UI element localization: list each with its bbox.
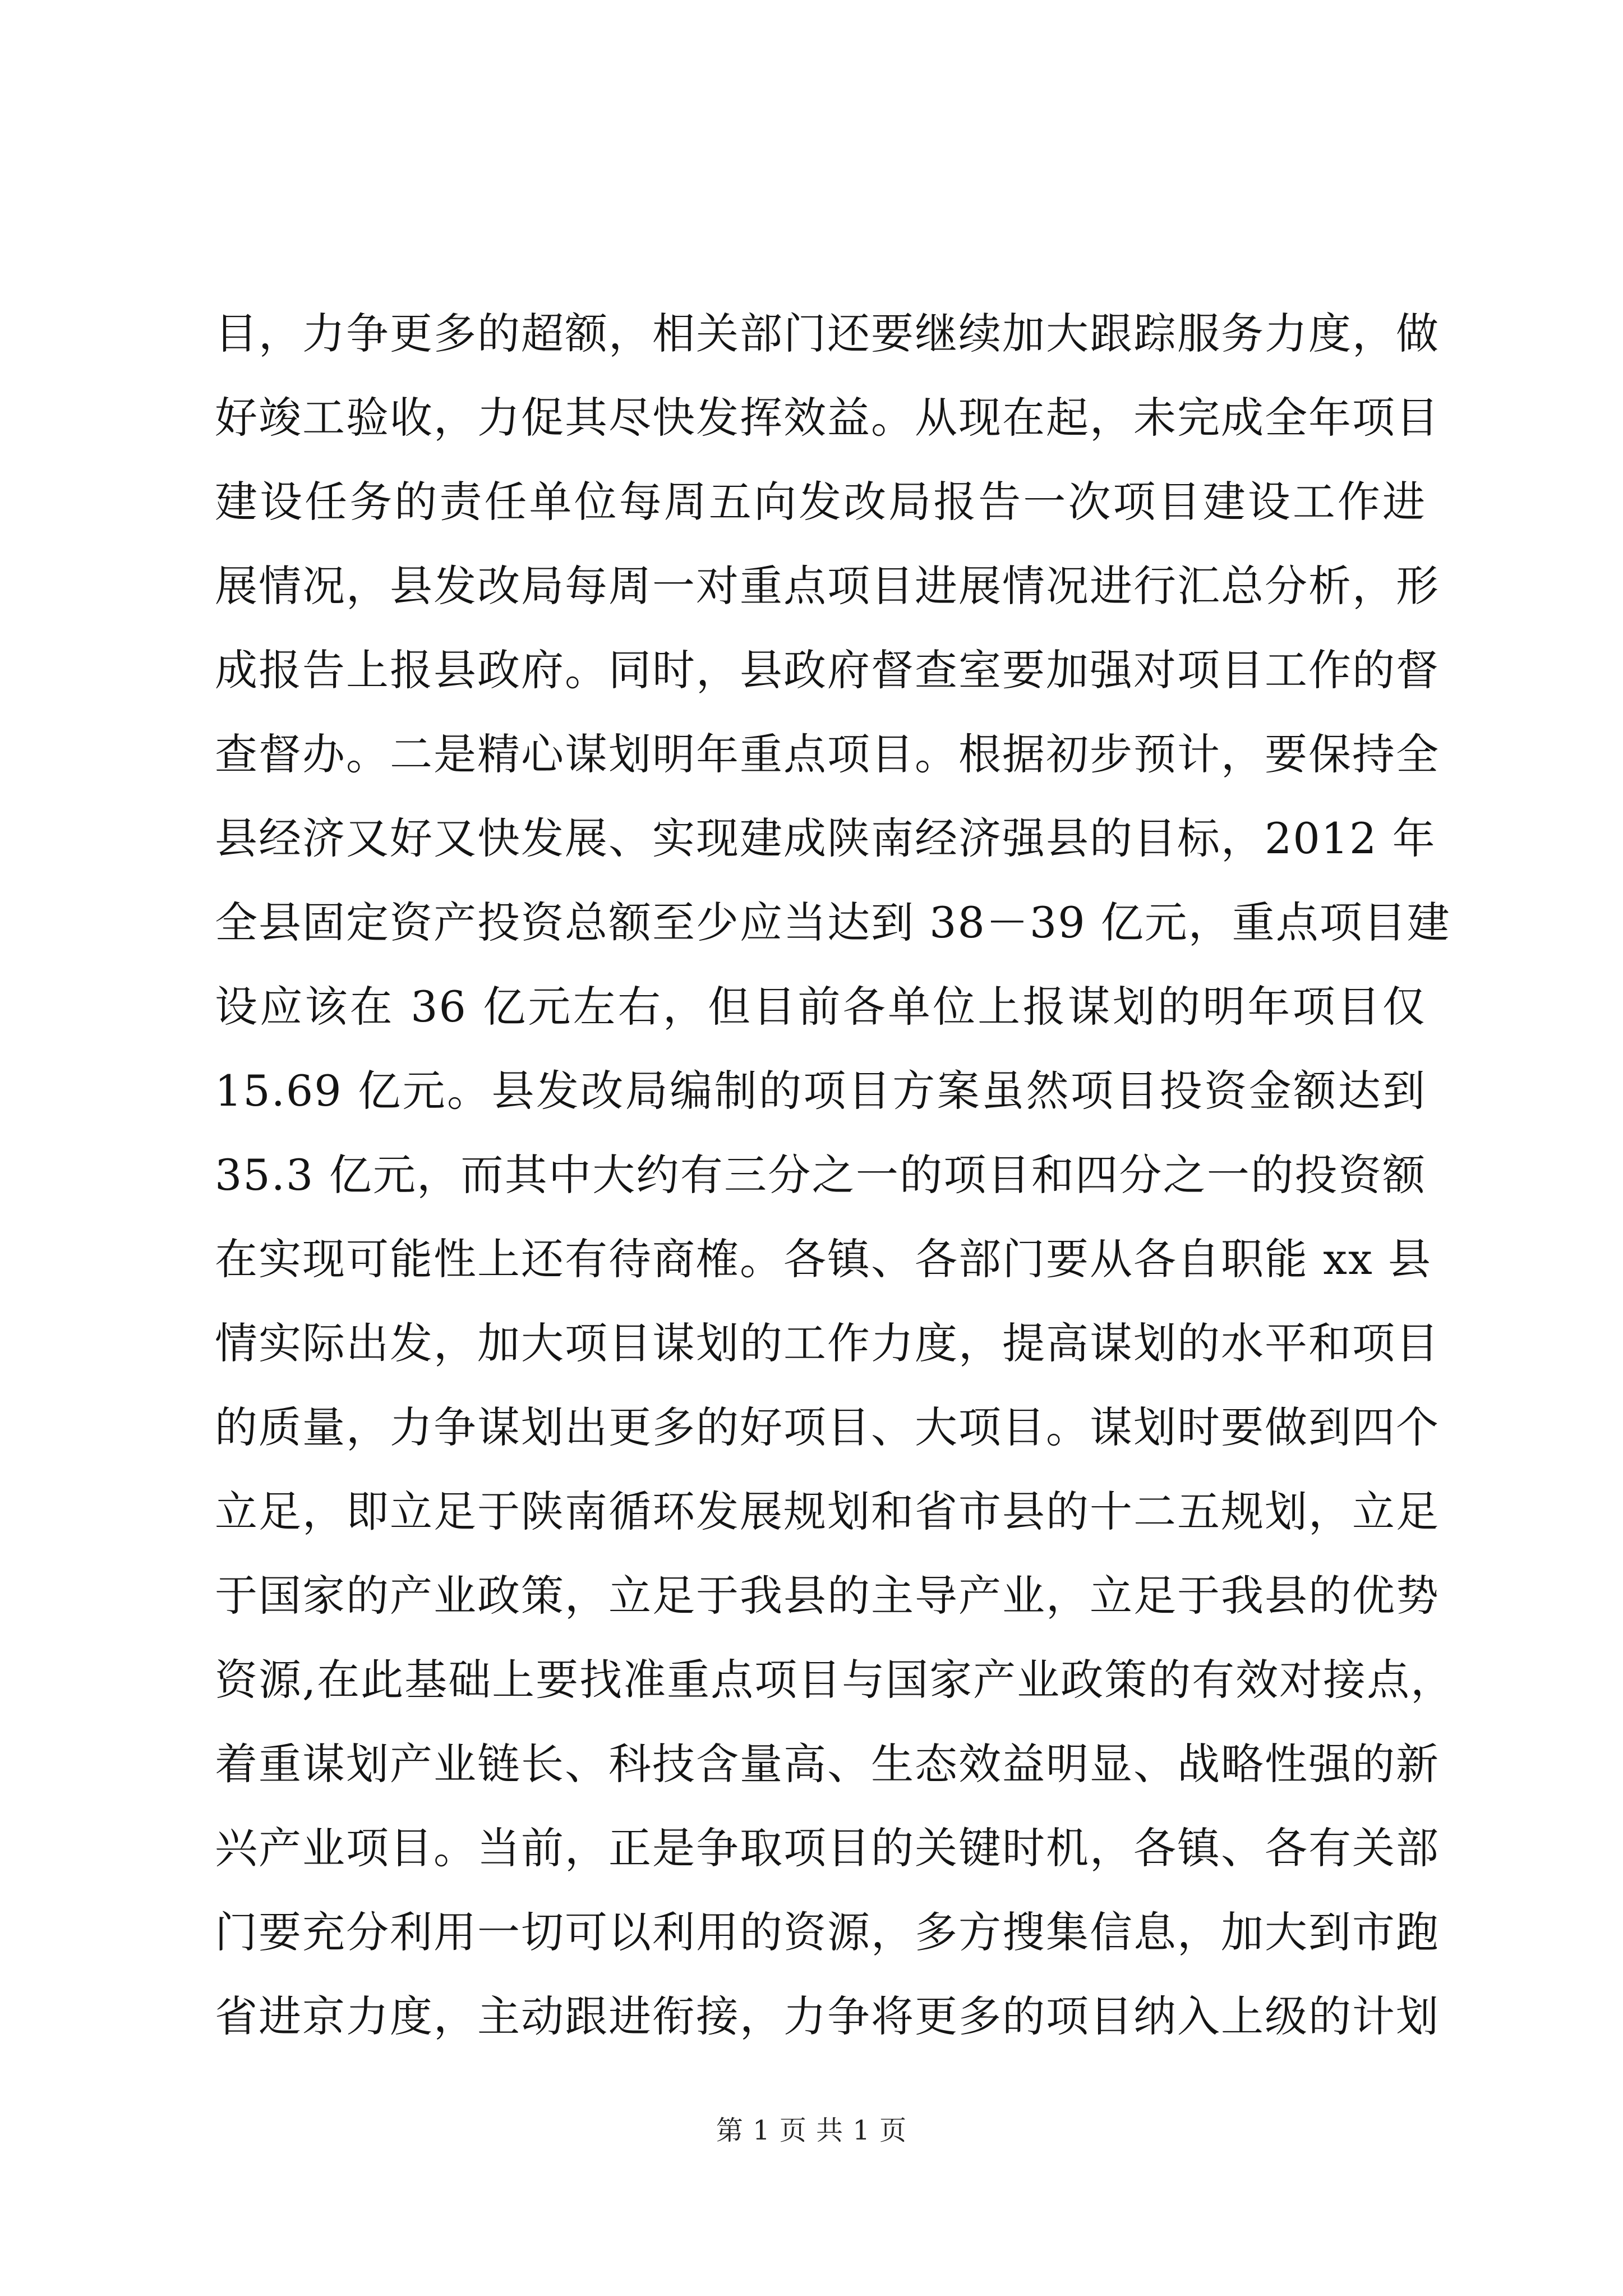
text-line-1: 目，力争更多的超额，相关部门还要继续加大跟踪服务力度，做: [215, 309, 1440, 358]
text-line-3: 建设任务的责任单位每周五向发改局报告一次项目建设工作进: [215, 477, 1426, 527]
text-line-19: 兴产业项目。当前，正是争取项目的关键时机，各镇、各有关部: [215, 1823, 1440, 1873]
page-footer: 第 1 页 共 1 页: [716, 2115, 907, 2146]
text-line-4: 展情况，县发改局每周一对重点项目进展情况进行汇总分析，形: [215, 561, 1440, 611]
text-line-17: 资源,在此基础上要找准重点项目与国家产业政策的有效对接点，: [215, 1655, 1455, 1705]
text-line-10: 15.69 亿元。县发改局编制的项目方案虽然项目投资金额达到: [215, 1066, 1426, 1116]
text-line-15: 立足，即立足于陕南循环发展规划和省市县的十二五规划，立足: [215, 1487, 1440, 1536]
text-line-21: 省进京力度，主动跟进衔接，力争将更多的项目纳入上级的计划: [215, 1991, 1440, 2041]
text-line-7: 县经济又好又快发展、实现建成陕南经济强县的目标，2012 年: [215, 813, 1436, 863]
text-line-5: 成报告上报县政府。同时，县政府督查室要加强对项目工作的督: [215, 645, 1440, 695]
body-text: [215, 292, 1455, 2059]
text-line-6: 查督办。二是精心谋划明年重点项目。根据初步预计，要保持全: [215, 729, 1440, 779]
text-line-13: 情实际出发，加大项目谋划的工作力度，提高谋划的水平和项目: [215, 1318, 1440, 1368]
text-line-12: 在实现可能性上还有待商榷。各镇、各部门要从各自职能 xx 县: [215, 1234, 1432, 1284]
text-line-18: 着重谋划产业链长、科技含量高、生态效益明显、战略性强的新: [215, 1739, 1440, 1789]
text-line-8: 全县固定资产投资总额至少应当达到 38－39 亿元，重点项目建: [215, 898, 1451, 947]
text-line-20: 门要充分利用一切可以利用的资源，多方搜集信息，加大到市跑: [215, 1907, 1440, 1957]
text-line-14: 的质量，力争谋划出更多的好项目、大项目。谋划时要做到四个: [215, 1402, 1440, 1452]
text-line-11: 35.3 亿元，而其中大约有三分之一的项目和四分之一的投资额: [215, 1150, 1426, 1200]
text-line-16: 于国家的产业政策，立足于我县的主导产业，立足于我县的优势: [215, 1571, 1440, 1621]
text-line-2: 好竣工验收，力促其尽快发挥效益。从现在起，未完成全年项目: [215, 393, 1440, 443]
text-line-9: 设应该在 36 亿元左右，但目前各单位上报谋划的明年项目仅: [215, 982, 1426, 1032]
